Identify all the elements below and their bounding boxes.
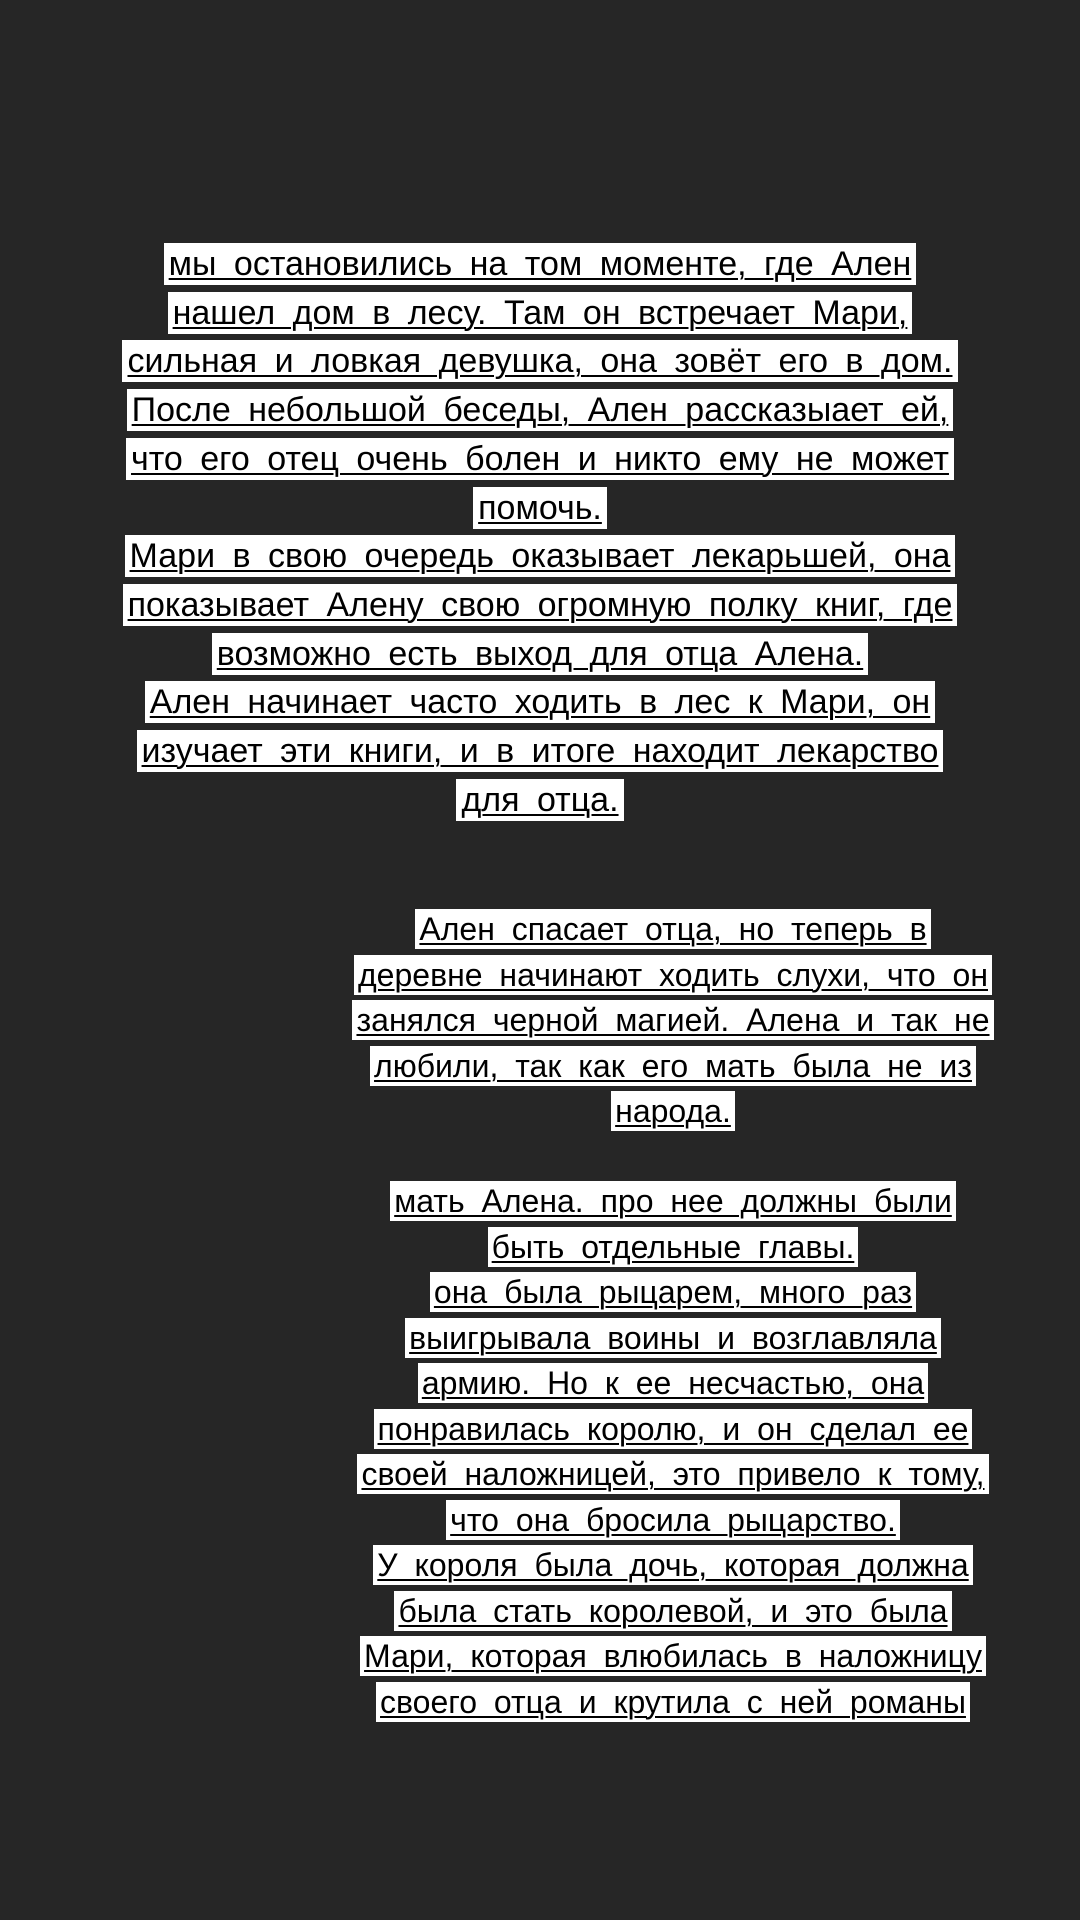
story-line: любили, так как его мать была не из bbox=[323, 1044, 1023, 1090]
story-line: армию. Но к ее несчастью, она bbox=[323, 1361, 1023, 1407]
story-line: Мари, которая влюбилась в наложницу bbox=[323, 1634, 1023, 1680]
story-line: для отца. bbox=[48, 776, 1032, 825]
story-line: мать Алена. про нее должны были bbox=[323, 1179, 1023, 1225]
story-text-block-3 bbox=[323, 1179, 1023, 1725]
story-line: была стать королевой, и это была bbox=[323, 1589, 1023, 1635]
story-line: своего отца и крутила с ней романы bbox=[323, 1680, 1023, 1726]
story-line: народа. bbox=[323, 1089, 1023, 1135]
story-line: показывает Алену свою огромную полку книг, где bbox=[48, 581, 1032, 630]
story-line: сильная и ловкая девушка, она зовёт его в дом. bbox=[48, 337, 1032, 386]
story-line: Ален спасает отца, но теперь в bbox=[323, 907, 1023, 953]
story-line: своей наложницей, это привело к тому, bbox=[323, 1452, 1023, 1498]
story-line: деревне начинают ходить слухи, что он bbox=[323, 953, 1023, 999]
story-line: занялся черной магией. Алена и так не bbox=[323, 998, 1023, 1044]
story-line: выигрывала воины и возглавляла bbox=[323, 1316, 1023, 1362]
story-line: быть отдельные главы. bbox=[323, 1225, 1023, 1271]
story-line: что она бросила рыцарство. bbox=[323, 1498, 1023, 1544]
story-line: мы остановились на том моменте, где Ален bbox=[48, 240, 1032, 289]
story-line: У короля была дочь, которая должна bbox=[323, 1543, 1023, 1589]
story-line: Ален начинает часто ходить в лес к Мари, он bbox=[48, 678, 1032, 727]
story-line: что его отец очень болен и никто ему не может bbox=[48, 435, 1032, 484]
story-line: изучает эти книги, и в итоге находит лекарство bbox=[48, 727, 1032, 776]
story-text-block-2 bbox=[323, 907, 1023, 1135]
story-line: нашел дом в лесу. Там он встречает Мари, bbox=[48, 289, 1032, 338]
story-line: помочь. bbox=[48, 484, 1032, 533]
story-line: Мари в свою очередь оказывает лекарьшей, она bbox=[48, 532, 1032, 581]
story-line: понравилась королю, и он сделал ее bbox=[323, 1407, 1023, 1453]
story-line: возможно есть выход для отца Алена. bbox=[48, 630, 1032, 679]
story-line: она была рыцарем, много раз bbox=[323, 1270, 1023, 1316]
story-line: После небольшой беседы, Ален рассказыает ей, bbox=[48, 386, 1032, 435]
story-text-block-1 bbox=[48, 240, 1032, 824]
